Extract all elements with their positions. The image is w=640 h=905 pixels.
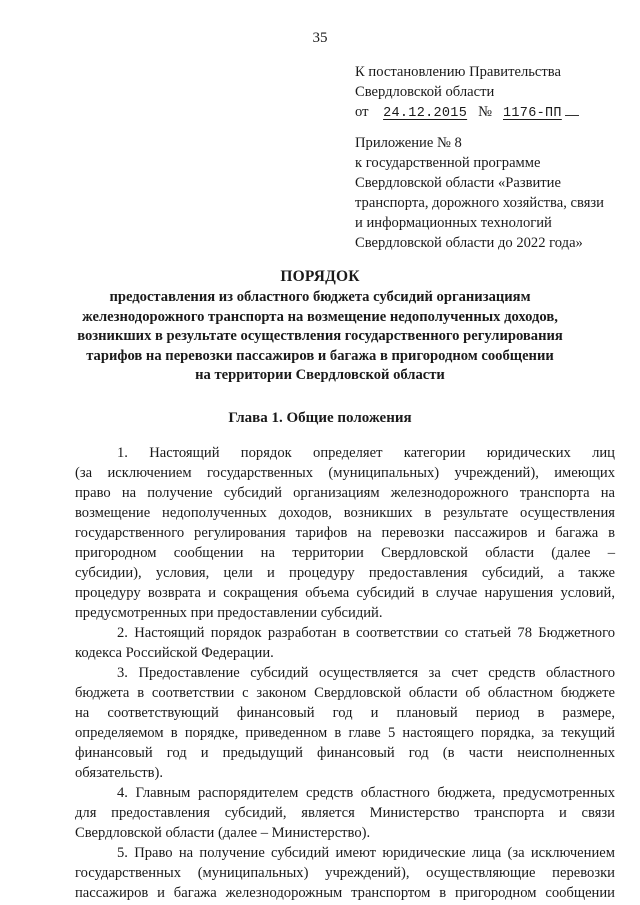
paragraph-line: на соответствующий финансовый год и плановый период в размере, bbox=[75, 705, 615, 721]
approval-number-sign: № bbox=[478, 104, 493, 120]
paragraph-line: (за исключением государственных (муниципальных) учреждений), имеющих bbox=[75, 465, 615, 481]
paragraph-line: государственных (муниципальных) учреждений), осуществляющие перевозки bbox=[75, 865, 615, 881]
paragraph-line: кодекса Российской Федерации. bbox=[75, 645, 274, 661]
paragraph-line: субсидии), условия, цели и процедуру предоставления субсидий, а также bbox=[75, 565, 615, 581]
page-number: 35 bbox=[312, 30, 328, 46]
paragraph-line: пассажиров и багажа железнодорожным транспортом в пригородном сообщении bbox=[75, 885, 615, 901]
paragraph-line: 5. Право на получение субсидий имеют юридические лица (за исключением bbox=[117, 845, 615, 861]
approval-date: 24.12.2015 bbox=[383, 106, 468, 121]
paragraph-line: право на получение субсидий организациям железнодорожного транспорта на bbox=[75, 485, 615, 501]
annex-line: Свердловской области «Развитие bbox=[355, 175, 561, 191]
annex-line: Приложение № 8 bbox=[355, 135, 462, 151]
paragraph-line: государственного регулирования тарифов на перевозки пассажиров и багажа в bbox=[75, 525, 615, 541]
annex-line: транспорта, дорожного хозяйства, связи bbox=[355, 195, 604, 211]
paragraph-line: финансовый год и предыдущий финансовый год (в части неисполненных bbox=[75, 745, 615, 761]
approval-number: 1176-ПП bbox=[502, 106, 562, 121]
paragraph-line: процедуру возврата и сокращения объема субсидий в случае нарушения условий, bbox=[75, 585, 615, 601]
subtitle-line: возникших в результате осуществления государственного регулирования bbox=[77, 328, 563, 344]
paragraph-line: для предоставления субсидий, является Министерство транспорта и связи bbox=[75, 805, 615, 821]
annex-line: Свердловской области до 2022 года» bbox=[355, 235, 583, 251]
paragraph-line: определяемом в порядке, приведенном в главе 5 настоящего порядка, за текущий bbox=[75, 725, 615, 741]
paragraph-line: обязательств). bbox=[75, 765, 163, 781]
approval-line-3 bbox=[355, 102, 625, 124]
approval-line-1: К постановлению Правительства bbox=[355, 64, 561, 80]
annex-block bbox=[355, 133, 630, 253]
approval-line-2: Свердловской области bbox=[355, 84, 495, 100]
body-text bbox=[75, 443, 615, 903]
approval-from-label: от bbox=[355, 104, 369, 120]
chapter-heading: Глава 1. Общие положения bbox=[228, 410, 412, 426]
paragraph-line: пригородном сообщении на территории Свердловской области (далее – bbox=[75, 545, 615, 561]
document-title: ПОРЯДОК bbox=[280, 268, 360, 285]
subtitle-line: на территории Свердловской области bbox=[195, 367, 445, 383]
approval-underline bbox=[565, 103, 579, 116]
subtitle-line: железнодорожного транспорта на возмещение недополученных доходов, bbox=[82, 308, 558, 325]
paragraph-line: предусмотренных при предоставлении субсидий. bbox=[75, 605, 383, 621]
document-subtitle bbox=[60, 288, 580, 386]
annex-line: и информационных технологий bbox=[355, 215, 552, 231]
paragraph-line: 2. Настоящий порядок разработан в соответствии со статьей 78 Бюджетного bbox=[117, 625, 615, 641]
paragraph-line: 4. Главным распорядителем средств областного бюджета, предусмотренных bbox=[117, 785, 615, 801]
annex-line: к государственной программе bbox=[355, 155, 541, 171]
subtitle-line: тарифов на перевозки пассажиров и багажа в пригородном сообщении bbox=[86, 347, 554, 364]
paragraph-line: 1. Настоящий порядок определяет категории юридических лиц bbox=[117, 445, 615, 461]
approval-block bbox=[355, 62, 625, 124]
subtitle-line: предоставления из областного бюджета субсидий организациям bbox=[109, 289, 531, 305]
paragraph-line: возмещение недополученных доходов, возникших в результате осуществления bbox=[75, 505, 615, 521]
paragraph-line: Свердловской области (далее – Министерство). bbox=[75, 825, 371, 841]
paragraph-line: бюджета в соответствии с законом Свердловской области об областном бюджете bbox=[75, 685, 615, 701]
paragraph-line: 3. Предоставление субсидий осуществляется за счет средств областного bbox=[117, 665, 615, 681]
